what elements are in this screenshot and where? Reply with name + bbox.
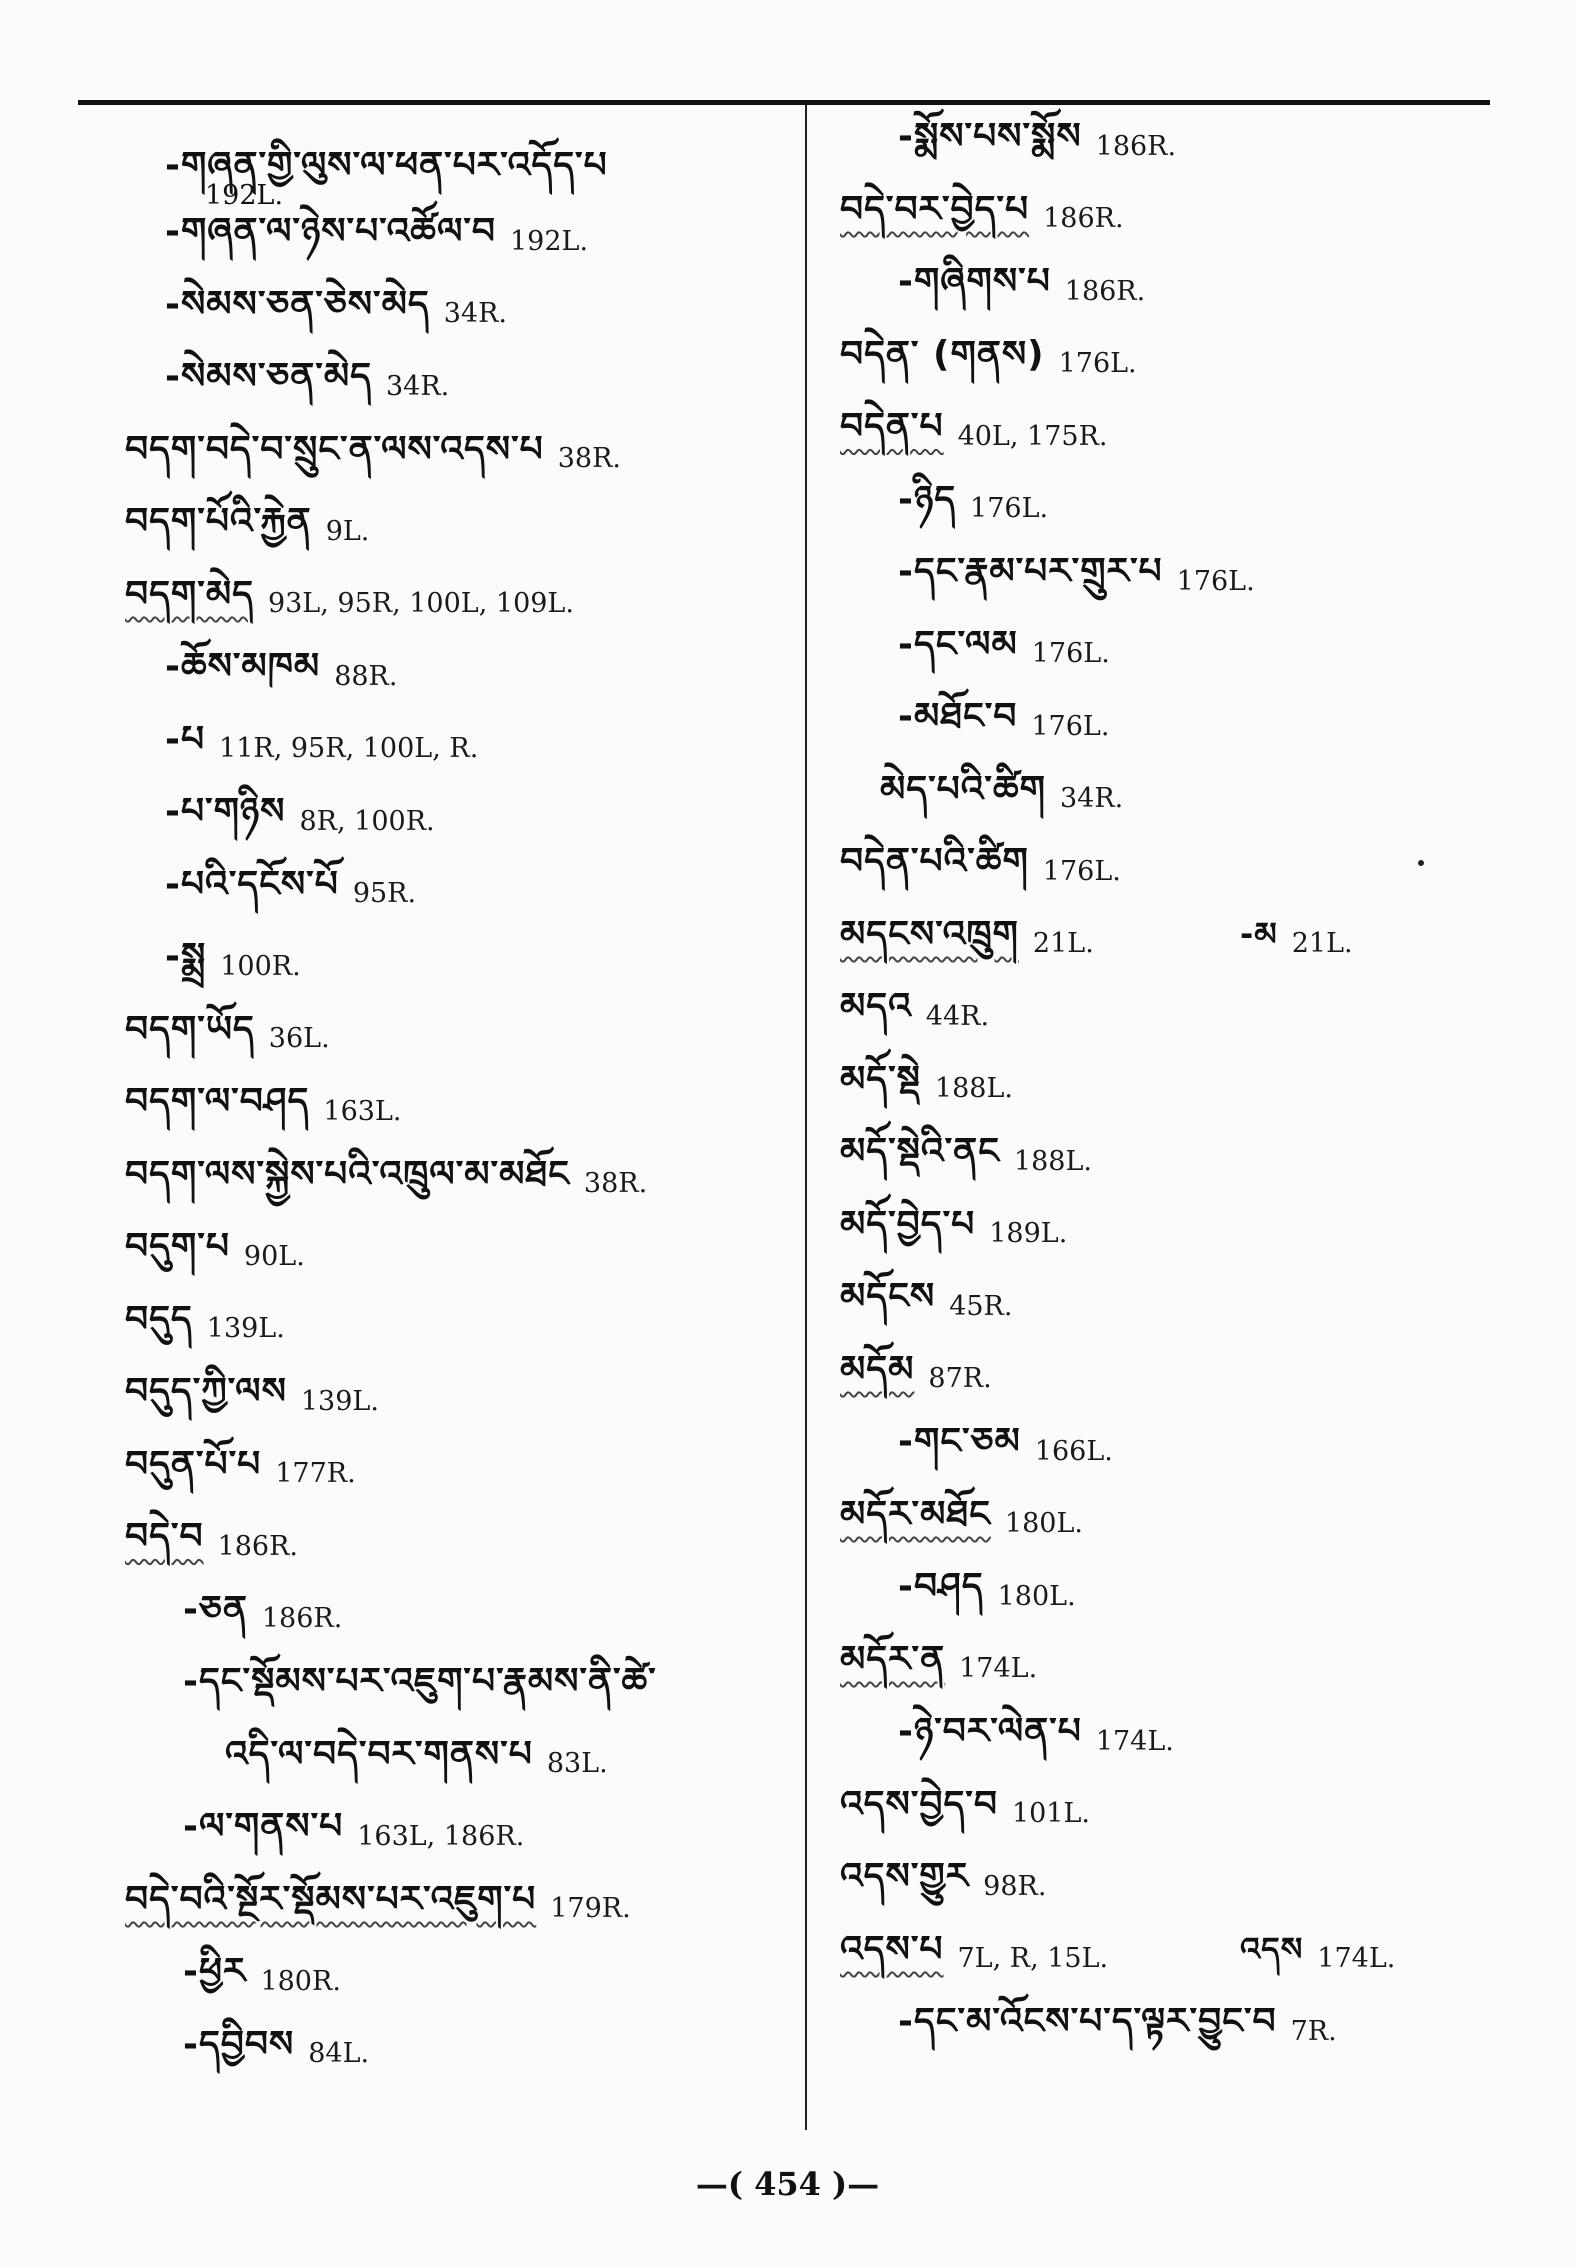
entry-headword: བདེ་བའི་སྔོར་སྡོམས་པར་འཇུག་པ (125, 1878, 537, 1920)
entry-page-refs: 139L. (300, 1385, 379, 1417)
entry-headword: -མ (1240, 914, 1278, 953)
entry-headword: མདོར་མཐོང (840, 1493, 991, 1535)
entry-headword: -མཐོང་བ (898, 696, 1018, 738)
stray-mark (1418, 860, 1424, 866)
dictionary-entry (840, 908, 1470, 981)
entry-page-refs: 176L. (1042, 855, 1121, 887)
entry-page-refs: 186R. (261, 1603, 343, 1635)
entry-page-refs: 34R. (385, 370, 450, 402)
entry-page-refs: 93L, 95R, 100L, 109L. (267, 588, 574, 620)
entry-headword: -སྨོས་པས་སྨོས (898, 116, 1082, 158)
entry-headword: -གཞན་ལ་ཉེས་པ་འཚོལ་བ (165, 211, 496, 253)
entry-headword: བདག་ཡོད (125, 1008, 255, 1050)
entry-headword: བདག་ལས་སྐྱེས་པའི་འཁྲུལ་མ་མཐོང (125, 1153, 570, 1195)
entry-headword: བདེན་པའི་ཚིག (840, 841, 1029, 883)
entry-page-refs: 90L. (243, 1240, 305, 1272)
entry-page-refs: 101L. (1011, 1798, 1090, 1830)
entry-page-refs: 40L, 175R. (957, 420, 1108, 452)
entry-page-refs: 88R. (334, 660, 398, 692)
entry-page-refs: 139L. (206, 1313, 285, 1345)
entry-page-refs: 163L. (323, 1095, 402, 1127)
entry-page-refs: 189L. (989, 1218, 1068, 1250)
entry-page-refs: 163L, 186R. (357, 1820, 525, 1852)
entry-headword: འདས་བྱེད་བ (840, 1783, 998, 1825)
entry-page-refs: 176L. (1058, 348, 1137, 380)
entry-page-refs: 8R, 100R. (299, 805, 435, 837)
entry-page-refs: 186R. (217, 1530, 299, 1562)
entry-headword: མདོམ (840, 1348, 915, 1390)
top-rule (78, 100, 1490, 105)
entry-headword: འདི་ལ་བདེ་བར་གནས་པ (225, 1733, 533, 1775)
entry-page-refs: 174L. (959, 1653, 1038, 1685)
dictionary-entry (840, 980, 1470, 1053)
entry-page-refs: 177R. (275, 1458, 356, 1490)
entry-page-refs: 38R. (583, 1168, 648, 1200)
entry-headword: -དབྱིབས (183, 2023, 295, 2065)
entry-headword: མདོ་བྱེད་པ (840, 1203, 976, 1245)
entry-page-refs: 95R. (352, 878, 417, 910)
entry-page-refs: 9L. (325, 515, 370, 547)
dictionary-entry (840, 1270, 1470, 1343)
entry-page-refs: 176L. (970, 493, 1049, 525)
entry-page-refs: 186R. (1095, 130, 1177, 162)
entry-headword: -དང་རྣམ་པར་གྲུར་པ (898, 551, 1163, 593)
entry-page-refs: 21L. (1291, 928, 1353, 960)
entry-headword: -བཤད (898, 1566, 984, 1608)
entry-page-refs: 11R, 95R, 100L, R. (219, 733, 479, 765)
entry-page-refs: 174L. (1317, 1943, 1396, 1975)
entry-headword: བདག་ལ་བཤད (125, 1081, 310, 1123)
entry-headword: བདུན་པོ་པ (125, 1443, 262, 1485)
entry-headword: མེད་པའི་ཚིག (880, 768, 1046, 810)
entry-headword: བདེན་པ (840, 406, 944, 448)
dictionary-entry (125, 858, 795, 931)
entry-headword: མདོ་སྡེ (840, 1058, 921, 1100)
entry-page-refs: 186R. (1064, 275, 1146, 307)
entry-headword: -དང་ལམ (898, 623, 1018, 665)
page-number: —( 454 )— (695, 2165, 880, 2203)
entry-headword: -ལ་གནས་པ (183, 1806, 344, 1848)
entry-page-refs: 180L. (1004, 1508, 1083, 1540)
entry-headword: -སྨྲ (165, 936, 207, 978)
entry-headword: བདག་བདེ་བ་སྲུང་ན་ལས་འདས་པ (125, 428, 544, 470)
entry-page-refs: 180R. (260, 1965, 341, 1997)
entry-page-refs: 166L. (1034, 1435, 1113, 1467)
entry-page-refs: 7R. (1290, 2015, 1337, 2047)
entry-headword: འདས་གྱུར (840, 1856, 970, 1898)
dictionary-entry (840, 1995, 1470, 2068)
entry-headword: -ཕྱིར (183, 1951, 247, 1993)
entry-headword: བདག་པོའི་རྐྱེན (125, 501, 312, 543)
entry-headword: -ཉིད (898, 478, 957, 520)
dictionary-entry (125, 2018, 795, 2091)
entry-page-refs: 176L. (1031, 638, 1110, 670)
entry-headword: འདས་པ (840, 1928, 944, 1970)
entry-headword: བདེ་བ (125, 1516, 204, 1558)
entry-headword: -གང་ཅམ (898, 1421, 1021, 1463)
entry-headword: -ཆོས་མཁམ (165, 646, 321, 688)
entry-headword: -སེམས་ཅན་ཅེས་མེད (165, 283, 430, 325)
entry-headword: -ཅན (183, 1588, 248, 1630)
entry-page-refs: 45R. (949, 1290, 1013, 1322)
entry-headword: བདུག་པ (125, 1226, 230, 1268)
entry-headword: བདུད (125, 1298, 193, 1340)
entry-headword: མདངས་འཁྲུག (840, 913, 1019, 955)
entry-page-refs: 174L. (1095, 1725, 1174, 1757)
secondary-entry (1240, 899, 1353, 989)
entry-headword: བདེན་ (གནས) (840, 333, 1045, 375)
entry-page-refs: 180L. (997, 1580, 1076, 1612)
entry-page-refs: 34R. (1059, 783, 1124, 815)
entry-headword: -པའི་དངོས་པོ (165, 863, 339, 905)
entry-headword: མདོར་ན (840, 1638, 946, 1680)
entry-headword: བདུད་ཀྱི་ལས (125, 1371, 287, 1413)
entry-page-refs: 83L. (546, 1748, 608, 1780)
entry-page-refs: 188L. (1013, 1145, 1092, 1177)
entry-page-refs: 7L, R, 15L. (957, 1943, 1109, 1975)
dictionary-entry (125, 1220, 795, 1293)
entry-headword: -དང་མ་འོངས་པ་ད་ལྟར་བྱུང་བ (898, 2001, 1277, 2043)
entry-headword: -ཉེ་བར་ལེན་པ (898, 1711, 1082, 1753)
entry-headword: -པ་གཉིས (165, 791, 286, 833)
left-column (125, 110, 795, 2090)
entry-page-refs: 98R. (983, 1870, 1047, 1902)
entry-page-refs: 84L. (308, 2038, 370, 2070)
entry-headword: -གཞིགས་པ (898, 261, 1051, 303)
entry-headword: བདག་མེད (125, 573, 254, 615)
entry-page-refs: 192L. (510, 225, 589, 257)
entry-page-refs: 188L. (934, 1073, 1013, 1105)
entry-page-refs: 176L. (1031, 710, 1110, 742)
entry-page-refs: 176L. (1176, 565, 1255, 597)
entry-headword: མདའ (840, 986, 912, 1028)
entry-page-refs: 34R. (443, 298, 507, 330)
entry-headword: མདོ་སྡེའི་ནང (840, 1131, 1000, 1173)
dictionary-entry (125, 1438, 795, 1511)
entry-page-refs: 36L. (268, 1023, 330, 1055)
entry-headword: བདེ་བར་བྱེད་པ (840, 188, 1030, 230)
entry-headword: -སེམས་ཅན་མེད (165, 356, 372, 398)
entry-page-refs: 179R. (550, 1893, 631, 1925)
entry-headword: -གཞན་གྱི་ལུས་ལ་ཕན་པར་འདོད་པ (165, 145, 608, 186)
column-divider (805, 105, 807, 2130)
dictionary-entry (125, 640, 795, 713)
entry-page-refs: 87R. (928, 1363, 992, 1395)
entry-page-refs: 192L. (205, 180, 284, 211)
entry-headword: -པ (165, 718, 206, 760)
entry-page-refs: 44R. (925, 1000, 990, 1032)
entry-headword: འདས (1240, 1929, 1304, 1968)
right-column (840, 110, 1470, 2068)
entry-headword: མདོངས (840, 1276, 936, 1318)
entry-page-refs: 21L. (1032, 928, 1094, 960)
entry-headword: -དང་སྡོམས་པར་འཇུག་པ་རྣམས་ནི་ཚེ་ (183, 1661, 657, 1703)
entry-page-refs: 186R. (1043, 203, 1124, 235)
entry-page-refs: 38R. (557, 443, 622, 475)
entry-page-refs: 100R. (220, 950, 301, 982)
